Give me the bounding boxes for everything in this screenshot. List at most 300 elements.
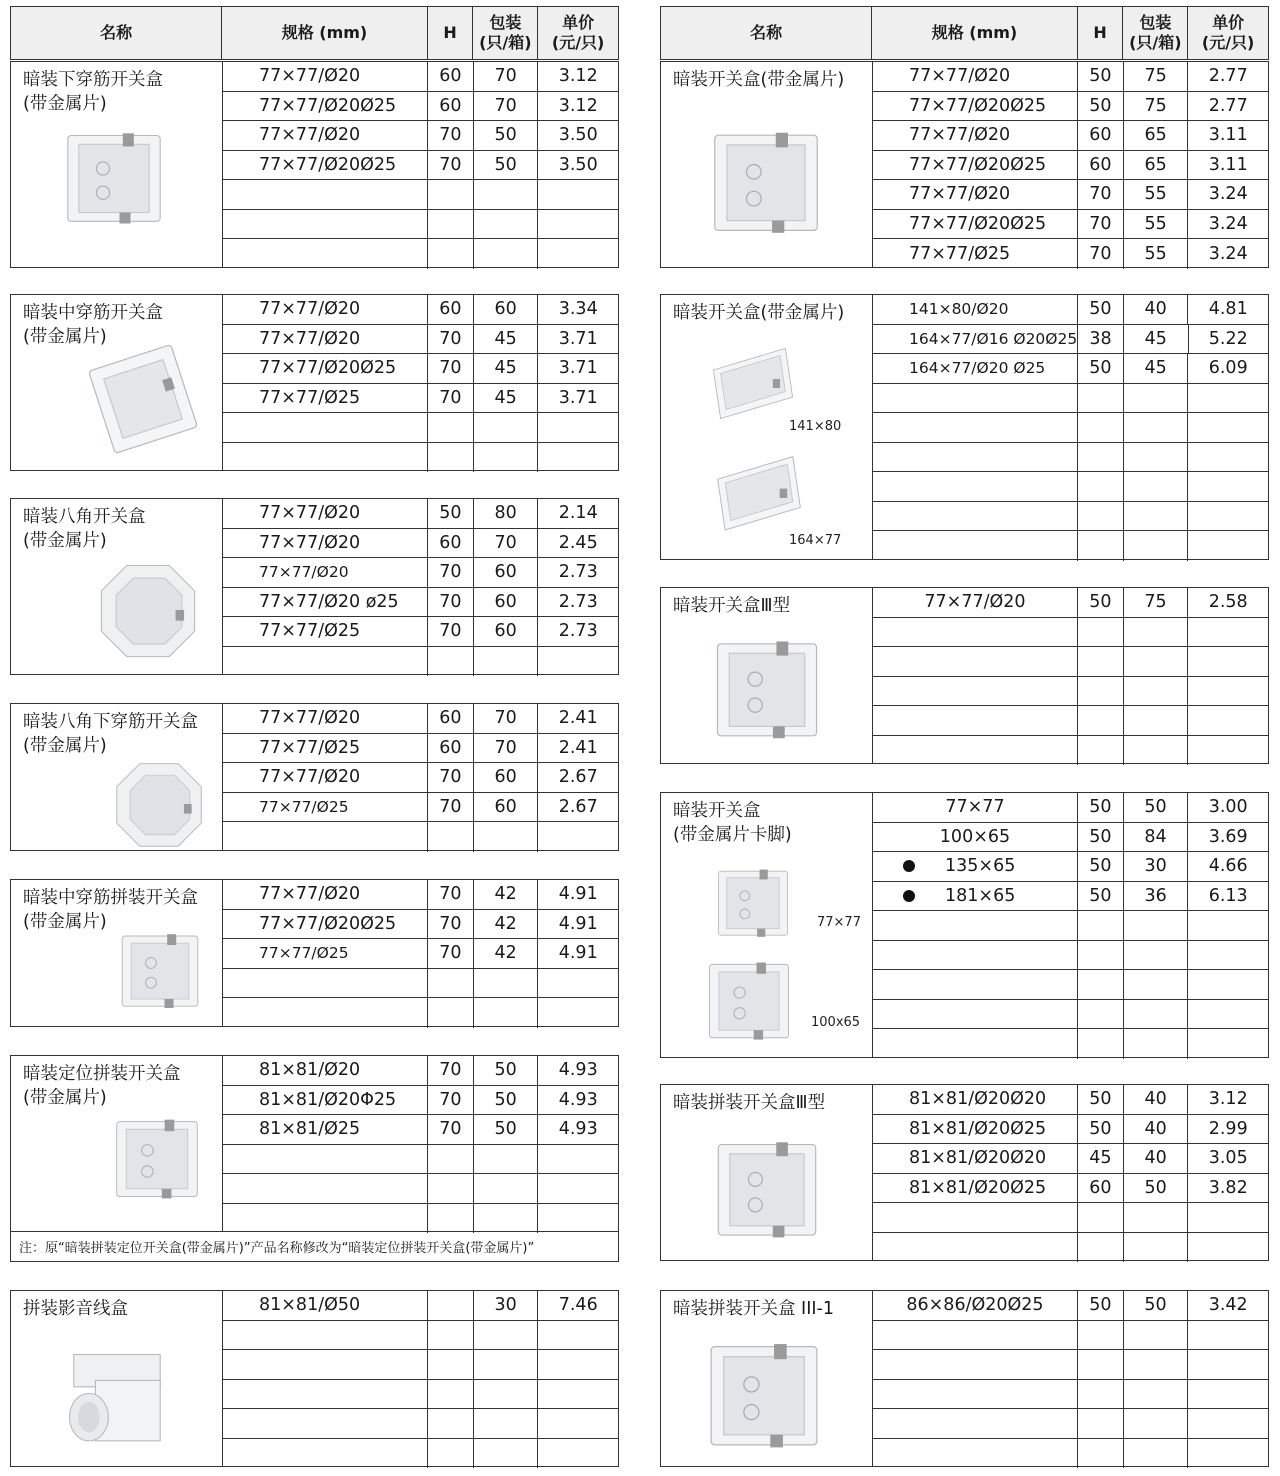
pack-cell: 55 [1124,180,1189,209]
product-name: 暗装开关盒(带金属片) [673,303,845,323]
spec-text: 81×81/Ø50 [259,1295,361,1316]
table-row [873,941,1268,971]
pack-cell [1124,1350,1189,1379]
price-cell: 4.93 [558,1119,598,1140]
product-block [10,498,619,675]
product-photo [59,122,169,237]
price-cell [1188,1000,1268,1029]
price-cell [1188,647,1268,676]
height-cell [428,1174,474,1203]
table-row [223,880,618,910]
spec-text: 77×77/Ø20 [259,503,361,524]
spec-cell [873,1085,1078,1114]
header-h: H [1078,7,1124,59]
price-cell: 3.71 [558,387,598,408]
table-row [223,1204,618,1234]
pack-cell [1124,1380,1189,1409]
spec-cell [873,1409,1078,1438]
table-row [223,62,618,92]
table-row [223,939,618,969]
spec-cell [873,531,1078,561]
spec-cell [223,647,428,677]
pack-cell [1124,677,1189,706]
table-row [223,1321,618,1351]
price-cell [538,1321,618,1350]
pack-cell [1124,1439,1189,1469]
height-cell: 60 [1078,1174,1124,1203]
product-block [10,879,619,1027]
height-cell [428,1291,474,1320]
pack-cell: 50 [474,1115,539,1144]
spec-text: 77×77/Ø20Ø25 [909,213,1047,234]
pack-cell [1124,911,1189,940]
table-row [223,499,618,529]
pack-cell: 30 [474,1291,539,1320]
spec-cell [873,151,1078,180]
height-cell: 50 [1078,1115,1124,1144]
table-row [873,677,1268,707]
spec-cell [223,1409,428,1438]
table-row [873,1321,1268,1351]
table-row [873,1233,1268,1263]
pack-cell: 42 [474,880,539,909]
product-photo [707,632,827,750]
height-cell [1078,941,1124,970]
pack-cell [1124,736,1189,766]
spec-cell [223,1321,428,1350]
spec-text: 77×77/Ø20 [259,125,361,146]
table-row [873,1291,1268,1321]
spec-text: 77×77/Ø20 [259,884,361,905]
height-cell: 50 [1078,295,1124,324]
product-photo [697,955,801,1049]
pack-cell [474,239,539,269]
height-cell [428,998,474,1028]
price-cell [538,1439,618,1469]
spec-text: 77×77/Ø20 [259,708,361,729]
table-row [873,92,1268,122]
spec-cell [873,618,1078,647]
product-block [10,294,619,471]
height-cell [1078,1321,1124,1350]
spec-text: 77×77/Ø25 [259,387,361,408]
product-name-cell [661,1085,873,1260]
height-cell [1078,618,1124,647]
spec-cell [223,939,428,968]
pack-cell [474,822,539,852]
price-cell [1188,443,1268,472]
price-cell [1188,677,1268,706]
price-cell: 3.12 [558,66,598,87]
pack-cell: 40 [1124,295,1189,324]
photo-caption: 164×77 [789,533,842,548]
height-cell [428,1321,474,1350]
table-row [223,295,618,325]
product-name-cell [11,704,223,850]
spec-cell [873,647,1078,676]
pack-cell [474,1380,539,1409]
table-row [223,384,618,414]
header-pack: 包装 (只/箱) [473,7,538,59]
table-row [873,180,1268,210]
height-cell: 50 [1078,62,1124,91]
spec-cell [873,911,1078,940]
table-row [223,239,618,269]
pack-cell: 55 [1124,239,1189,269]
product-name: 暗装拼装开关盒Ⅲ型 [673,1093,826,1113]
spec-cell [223,62,428,91]
table-row [223,529,618,559]
photo-caption: 100x65 [811,1015,861,1030]
product-name-cell [661,588,873,763]
height-cell: 70 [428,939,474,968]
height-cell [428,1145,474,1174]
spec-text: 77×77/Ø25 [259,621,361,642]
spec-cell [223,1204,428,1234]
product-block [10,1055,619,1232]
spec-cell [873,239,1078,269]
height-cell: 60 [428,529,474,558]
header-name: 名称 [661,7,872,59]
price-cell [538,1380,618,1409]
product-name: 拼装影音线盒 [23,1299,128,1319]
price-cell [538,443,618,473]
spec-cell [873,1029,1078,1059]
height-cell: 70 [428,558,474,587]
spec-cell [223,734,428,763]
product-name: 暗装八角开关盒 (带金属片) [23,507,146,551]
height-cell: 50 [1078,1291,1124,1320]
table-row [873,1174,1268,1204]
price-cell: 3.24 [1208,184,1248,205]
pack-cell: 50 [474,1056,539,1085]
spec-cell [873,1439,1078,1469]
pack-cell [474,647,539,677]
table-row [873,1439,1268,1469]
product-block [10,61,619,268]
spec-cell [223,969,428,998]
height-cell [428,443,474,473]
price-cell: 2.73 [558,621,598,642]
pack-cell [1124,706,1189,735]
height-cell [1078,970,1124,999]
spec-cell [223,354,428,383]
price-cell: 2.41 [558,708,598,729]
pack-cell: 45 [1124,325,1189,354]
spec-cell [873,1174,1078,1203]
spec-cell [223,588,428,617]
spec-text: 81×81/Ø20Φ25 [259,1089,397,1110]
table-row [223,793,618,823]
product-photo [63,1343,171,1461]
spec-text: 181×65 [945,885,1016,906]
height-cell [1078,1029,1124,1059]
spec-text: 77×77/Ø20 [909,184,1011,205]
table-row [873,823,1268,853]
spec-cell [873,736,1078,766]
spec-cell [223,1056,428,1085]
spec-cell [873,793,1078,822]
height-cell [1078,1409,1124,1438]
table-row [873,706,1268,736]
table-row [873,413,1268,443]
price-cell: 3.24 [1208,243,1248,264]
spec-text: 77×77/Ø20 [909,125,1011,146]
pack-cell: 55 [1124,210,1189,239]
height-cell [1078,443,1124,472]
spec-text: 81×81/Ø25 [259,1119,361,1140]
product-block [660,1290,1269,1467]
spec-cell [223,413,428,442]
height-cell: 70 [428,763,474,792]
pack-cell [474,443,539,473]
pack-cell: 80 [474,499,539,528]
pack-cell: 60 [474,588,539,617]
product-name: 暗装定位拼装开关盒 (带金属片) [23,1064,181,1108]
pack-cell: 60 [474,617,539,646]
product-name: 暗装中穿筋拼装开关盒 (带金属片) [23,888,198,932]
spec-text: 77×77/Ø20Ø25 [909,154,1047,175]
spec-text: 77×77/Ø20Ø25 [259,95,397,116]
spec-cell [223,239,428,269]
table-row [223,1291,618,1321]
price-cell: 2.67 [558,796,598,817]
pack-cell: 60 [474,295,539,324]
price-cell [1188,1233,1268,1263]
spec-cell [873,677,1078,706]
pack-cell: 45 [1124,354,1189,383]
pack-cell: 65 [1124,151,1189,180]
pack-cell: 75 [1124,588,1189,617]
table-header [10,6,619,60]
product-block [660,587,1269,764]
pack-cell [474,1439,539,1469]
height-cell: 60 [428,734,474,763]
price-cell [1188,1350,1268,1379]
spec-cell [223,1350,428,1379]
spec-text: 77×77/Ø25 [909,243,1011,264]
spec-cell [873,1321,1078,1350]
height-cell [428,1204,474,1234]
spec-cell [223,384,428,413]
height-cell: 50 [1078,1085,1124,1114]
pack-cell: 70 [474,734,539,763]
product-name: 暗装开关盒 (带金属片卡脚) [673,801,792,845]
height-cell: 70 [428,1056,474,1085]
pack-cell [474,1145,539,1174]
table-row [873,151,1268,181]
table-row [873,647,1268,677]
product-name-cell [661,793,873,1057]
price-cell [1188,941,1268,970]
price-cell: 2.41 [558,737,598,758]
spec-cell [873,1000,1078,1029]
price-cell: 4.93 [558,1060,598,1081]
spec-cell [873,1203,1078,1232]
height-cell: 60 [428,62,474,91]
table-row [873,736,1268,766]
spec-cell [223,1439,428,1469]
table-row [873,502,1268,532]
price-cell [1188,1380,1268,1409]
pack-cell [474,413,539,442]
height-cell: 60 [1078,121,1124,150]
price-cell: 2.45 [558,532,598,553]
header-h: H [428,7,474,59]
product-photo [109,1112,205,1208]
height-cell [1078,413,1124,442]
spec-text: 77×77/Ø25 [259,737,361,758]
price-cell [538,969,618,998]
price-cell [538,647,618,677]
spec-text: 164×77/Ø20 Ø25 [909,359,1046,378]
height-cell [428,647,474,677]
table-row [223,1409,618,1439]
price-cell [538,1409,618,1438]
product-photo [691,451,827,545]
table-row [223,413,618,443]
table-row [873,852,1268,882]
product-photo [695,1133,839,1249]
spec-cell [873,588,1078,617]
pack-cell [474,1350,539,1379]
table-row [223,822,618,852]
height-cell [1078,384,1124,413]
height-cell [428,210,474,239]
height-cell [428,969,474,998]
price-cell: 2.77 [1208,66,1248,87]
price-cell: 3.50 [558,154,598,175]
header-pack: 包装 (只/箱) [1123,7,1188,59]
spec-cell [873,882,1078,911]
price-cell: 6.09 [1208,358,1248,379]
price-cell [1188,970,1268,999]
table-row [223,998,618,1028]
product-photo [115,924,205,1020]
spec-text: 81×81/Ø20Ø25 [909,1118,1047,1139]
table-row [223,910,618,940]
pack-cell: 40 [1124,1085,1189,1114]
price-cell: 3.11 [1208,125,1248,146]
price-cell: 3.82 [1208,1177,1248,1198]
price-cell: 4.66 [1208,856,1248,877]
pack-cell: 50 [474,151,539,180]
pack-cell [474,210,539,239]
table-row [873,62,1268,92]
spec-cell [873,384,1078,413]
spec-cell [223,180,428,209]
spec-cell [223,558,428,587]
photo-caption: 77×77 [817,915,861,930]
height-cell: 50 [1078,793,1124,822]
pack-cell [1124,618,1189,647]
product-photo [83,339,203,459]
table-row [873,1115,1268,1145]
spec-text: 77×77/Ø20 [909,66,1011,87]
spec-cell [223,1115,428,1144]
height-cell: 70 [428,354,474,383]
price-cell: 3.71 [558,328,598,349]
spec-cell [873,325,1078,354]
price-cell: 3.71 [558,358,598,379]
bullet-icon [903,860,915,872]
price-cell [1188,911,1268,940]
table-row [223,588,618,618]
table-row [223,1350,618,1380]
table-row [223,443,618,473]
header-price: 单价 (元/只) [551,13,605,52]
spec-cell [223,793,428,822]
table-header [660,6,1269,60]
pack-cell [1124,970,1189,999]
spec-cell [223,92,428,121]
spec-cell [873,413,1078,442]
pack-cell [474,998,539,1028]
table-row [873,531,1268,561]
height-cell: 50 [1078,882,1124,911]
table-row [223,704,618,734]
height-cell: 70 [428,588,474,617]
price-cell: 2.58 [1208,592,1248,613]
table-row [873,882,1268,912]
price-cell: 3.34 [558,299,598,320]
table-row [223,969,618,999]
pack-cell: 70 [474,92,539,121]
product-name: 暗装开关盒Ⅲ型 [673,596,791,616]
spec-text: 77×77/Ø20Ø25 [909,95,1047,116]
pack-cell [474,180,539,209]
spec-cell [223,443,428,473]
spec-cell [223,998,428,1028]
height-cell [1078,531,1124,561]
height-cell: 60 [1078,151,1124,180]
height-cell: 70 [428,880,474,909]
table-row [223,121,618,151]
product-name-cell [11,295,223,470]
product-name: 暗装开关盒(带金属片) [673,70,845,90]
spec-cell [873,502,1078,531]
spec-cell [223,210,428,239]
spec-cell [873,472,1078,501]
spec-cell [873,92,1078,121]
price-cell: 6.13 [1208,885,1248,906]
price-cell: 5.22 [1208,328,1248,349]
table-row [873,793,1268,823]
price-cell [538,1145,618,1174]
price-cell [538,180,618,209]
height-cell: 70 [1078,180,1124,209]
pack-cell: 70 [474,704,539,733]
price-cell [1188,1029,1268,1059]
pack-cell [1124,1029,1189,1059]
table-row [223,180,618,210]
spec-text: 77×77/Ø20Ø25 [259,154,397,175]
spec-cell [223,295,428,324]
spec-cell [873,852,1078,881]
height-cell [1078,1380,1124,1409]
height-cell: 45 [1078,1144,1124,1173]
price-cell [1188,736,1268,766]
spec-cell [223,1174,428,1203]
spec-cell [223,151,428,180]
height-cell [428,822,474,852]
table-row [873,384,1268,414]
height-cell: 70 [1078,239,1124,269]
price-cell [1188,1439,1268,1469]
price-cell: 3.12 [1208,1089,1248,1110]
price-cell [1188,1203,1268,1232]
pack-cell: 30 [1124,852,1189,881]
